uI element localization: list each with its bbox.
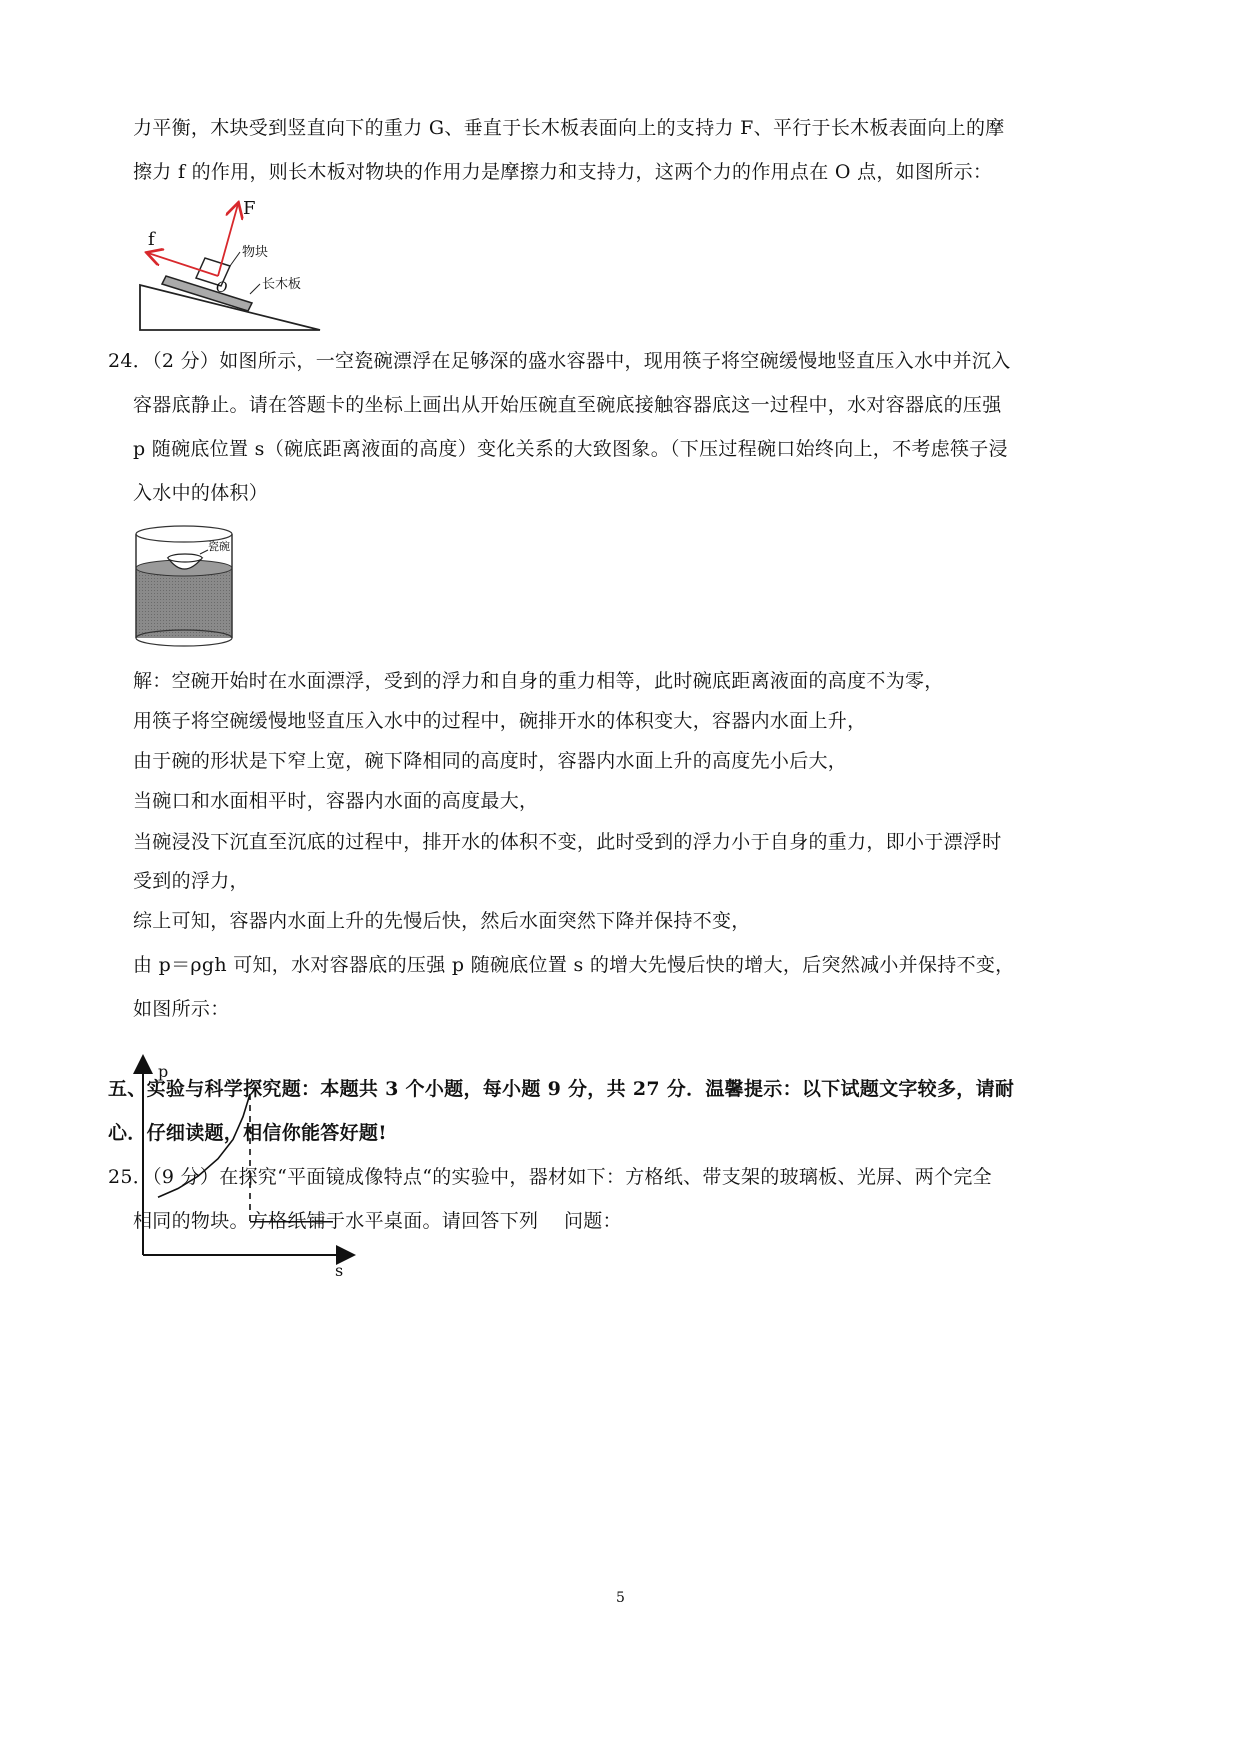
question-25-line: 25．（9 分）在探究“平面镜成像特点“的实验中，器材如下：方格纸、带支架的玻璃板、光屏、两个完全 [108,1166,992,1188]
incline-figure [130,190,330,339]
y-axis-label: p [158,1062,169,1081]
question-24-line: p 随碗底位置 s（碗底距离液面的高度）变化关系的大致图象。（下压过程碗口始终向上，不考虑筷子浸 [133,438,1008,460]
solution-line: 用筷子将空碗缓慢地竖直压入水中的过程中，碗排开水的体积变大，容器内水面上升， [133,710,867,732]
solution-line: 由 p＝ρgh 可知，水对容器底的压强 p 随碗底位置 s 的增大先慢后快的增大，后突然减小并保持不变， [133,954,1015,976]
page-number: 5 [616,1590,625,1606]
solution-line: 当碗口和水面相平时，容器内水面的高度最大， [133,790,539,812]
solution-line: 当碗浸没下沉直至沉底的过程中，排开水的体积不变，此时受到的浮力小于自身的重力，即小于漂浮时 [133,831,1002,853]
section-5-line: 心．仔细读题，相信你能答好题! [108,1122,387,1144]
section-5-line: 五、实验与科学探究题：本题共 3 个小题，每小题 9 分，共 27 分．温馨提示：以下试题文字较多，请耐 [108,1078,1015,1100]
x-axis-label: s [335,1261,344,1280]
solution-line: 如图所示： [133,998,230,1020]
solution-line: 解：空碗开始时在水面漂浮，受到的浮力和自身的重力相等，此时碗底距离液面的高度不为零， [133,670,944,692]
label-F: F [243,198,256,219]
label-f: f [148,229,155,250]
label-board: 长木板 [262,277,302,292]
question-24-line: 容器底静止。请在答题卡的坐标上画出从开始压碗直至碗底接触容器底这一过程中，水对容器底的压强 [133,394,1002,416]
question-24-line: 入水中的体积） [133,482,269,504]
question-25-line: 相同的物块。方格纸铺于水平桌面。请回答下列 问题： [133,1210,622,1232]
paragraph-line: 擦力 f 的作用，则长木板对物块的作用力是摩擦力和支持力，这两个力的作用点在 O 点，如图所示： [133,161,993,183]
label-bowl: 瓷碗 [208,540,230,553]
water [136,568,232,638]
question-24-line: 24．（2 分）如图所示，一空瓷碗漂浮在足够深的盛水容器中，现用筷子将空碗缓慢地竖直压入水中并沉入 [108,350,1011,372]
container-figure [130,524,240,653]
label-O: O [216,280,228,296]
solution-line: 由于碗的形状是下窄上宽，碗下降相同的高度时，容器内水面上升的高度先小后大， [133,750,848,772]
paragraph-line: 力平衡，木块受到竖直向下的重力 G、垂直于长木板表面向上的支持力 F、平行于长木板表面向上的摩 [133,117,1005,139]
solution-line: 受到的浮力， [133,870,249,892]
solution-line: 综上可知，容器内水面上升的先慢后快，然后水面突然下降并保持不变， [133,910,751,932]
label-block: 物块 [242,245,269,260]
